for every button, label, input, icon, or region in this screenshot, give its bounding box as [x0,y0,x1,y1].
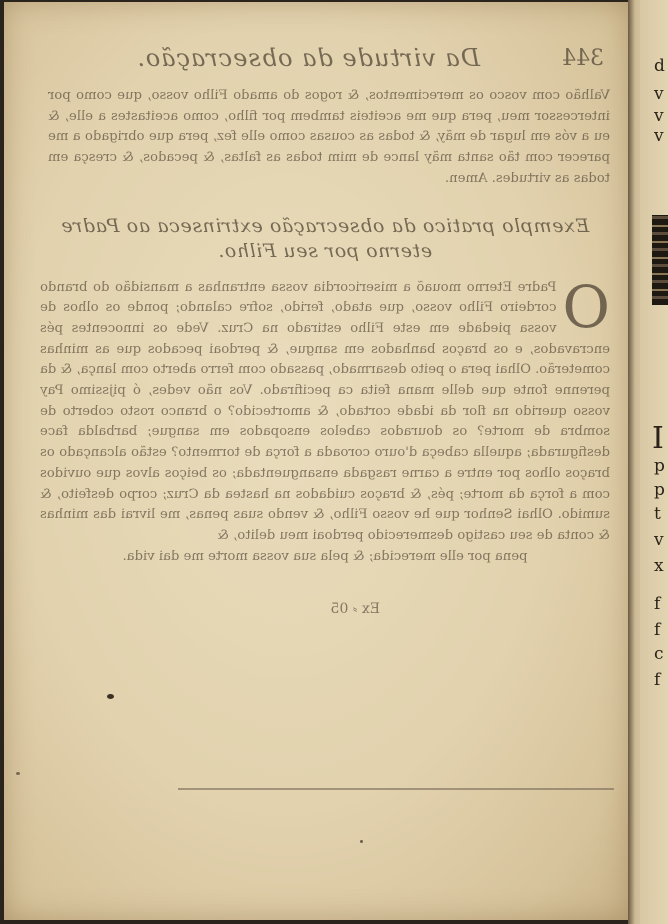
ink-spot [360,840,363,843]
edge-glyph: p [654,480,665,500]
edge-glyph: I [652,421,664,456]
ink-spot [107,694,114,699]
edge-glyph: v [654,106,664,126]
page-number: 344 [562,46,604,71]
edge-glyph: x [654,556,664,576]
edge-glyph: t [654,504,661,524]
paragraph-2-text: Padre Eterno mouaõ a misericordia vossa entranhas a mansidão do brando cordeiro Filho vosso, que atado, ferido, sofre calando; ponde os olhos de vossa piedade em este Filho estirado na Cruz. Vede os innocentes pés encravados, e os braços banhados em sangue, & perdoai pecados que as minhas cometerão. Olhai pera o peito desarmado, passado com ferro aberto com lança, & da perenne fonte que delle mana feita ca pecifirado. Vos não vedes, ó pijssimo Pay vosso querido na flor da idade cortado, & amortecido? o branco rosto coberto de sombra de morte? os dourados cabelos ensopados em sangue; barbalda face desfigurada; aquella cabeça d'ouro coroada a força de tormento? estão alcançado os braços olhos por entre a carne rasgada ensanguentada; os beiços alvos que ouvidos com a força da morte; pés, & braços cuidados na hastea da Cruz; corpo desfeito, & sumido. Olhai Senhor que he vosso Filho, & vendo suas penas, me livrai das minhas & conta de seu castigo desmerecido perdoai meu delito, & [40,279,610,543]
ink-spot [16,772,20,775]
paragraph-1: Valhão com vosco os merecimentos, & rogos do amado Filho vosso, que como por intercessor meu, pera que me aceiteis tambem por filho, como aceitastes a elle, & eu a vós em lugar de mãy, & todas as cousas como elle fez, pera que obrigado a me parecer com tão santa mãy lance de mim todas as faltas, & pecados, & cresça em todas as virtudes. Amen. [48,88,610,186]
edge-glyph: v [654,126,664,146]
edge-glyph: f [654,670,661,690]
catchword: Ex ⸗ 05 [330,601,380,618]
edge-glyph: d [654,56,665,76]
show-through-text [40,40,610,633]
edge-glyph: f [654,620,661,640]
catchword-row [40,593,610,633]
page-header [40,40,610,80]
paragraph-2 [40,272,610,547]
closing-lines: pena por elle merecida; & pela sua vossa morte me dai vida. [122,548,528,564]
section-title: Exemplo pratico da obsecração extrinseca ao Padre eterno por seu Filho. [60,214,590,262]
edge-glyph: f [654,594,661,614]
drop-cap: O [562,272,610,341]
ornament-strip [652,215,668,305]
running-head: Da virtude da obsecração. [136,44,480,72]
edge-glyph: p [654,456,665,476]
next-page-edge [640,0,668,924]
edge-glyph: c [654,644,664,664]
printed-rule [178,788,614,790]
edge-glyph: v [654,84,664,104]
edge-glyph: v [654,530,664,550]
